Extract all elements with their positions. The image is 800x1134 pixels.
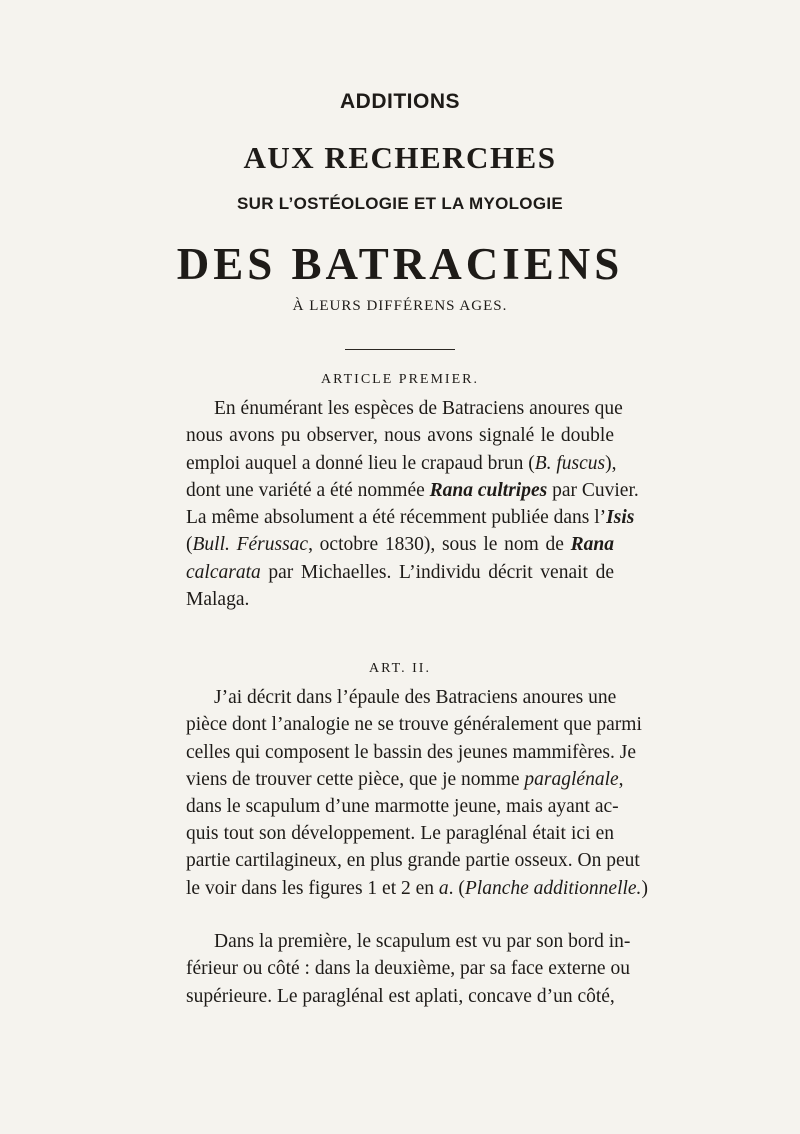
title-osteologie: SUR L’OSTÉOLOGIE ET LA MYOLOGIE: [236, 194, 564, 213]
article-2-heading: ART. II.: [369, 661, 431, 676]
title-batraciens: DES BATRACIENS: [176, 239, 624, 289]
text-line: viens de trouver cette pièce, que je nomme paraglénale,: [186, 768, 624, 790]
text-line: supérieure. Le paraglénal est aplati, concave d’un côté,: [186, 985, 615, 1007]
article-2-paragraph-cont: [186, 820, 648, 902]
journal-name: Bull. Férussac: [192, 534, 309, 556]
title-ages: À LEURS DIFFÉRENS AGES.: [292, 298, 508, 314]
figure-label: a: [438, 877, 449, 899]
text-line: celles qui composent le bassin des jeunes mammifères. Je: [186, 741, 637, 763]
text-line: dans le scapulum d’une marmotte jeune, mais ayant ac-: [186, 796, 619, 818]
title-additions: ADDITIONS: [340, 90, 460, 113]
plate-reference: Planche additionnelle.: [464, 877, 642, 899]
text-line: le voir dans les figures 1 et 2 en a. (Planche additionnelle.): [186, 877, 648, 899]
text-line: calcarata par Michaelles. L’individu décrit venait de: [186, 561, 614, 583]
text-line: Dans la première, le scapulum est vu par son bord in-: [214, 931, 631, 952]
journal-name: Isis: [606, 507, 635, 529]
text-line: dont une variété a été nommée Rana cultripes par Cuvier.: [186, 479, 639, 501]
title-aux-recherches: AUX RECHERCHES: [243, 140, 557, 175]
text-line: J’ai décrit dans l’épaule des Batraciens anoures une: [214, 687, 617, 708]
article-2-paragraph-2: [186, 928, 631, 1010]
species-name: Rana cultripes: [429, 479, 548, 501]
text-line: férieur ou côté : dans la deuxième, par sa face externe ou: [186, 958, 630, 980]
text-line: (Bull. Férussac, octobre 1830), sous le nom de Rana: [186, 534, 614, 556]
text-line: La même absolument a été récemment publiée dans l’Isis: [186, 507, 635, 529]
title-divider: [345, 349, 455, 350]
text-line: quis tout son développement. Le paraglénal était ici en: [186, 823, 614, 844]
article-1-paragraph: [186, 395, 639, 613]
article-2-paragraph: [186, 684, 642, 820]
species-name: calcarata: [186, 561, 261, 583]
text-line: En énumérant les espèces de Batraciens anoures que: [214, 398, 623, 419]
text-line: pièce dont l’analogie ne se trouve généralement que parmi: [186, 714, 642, 736]
text-line: emploi auquel a donné lieu le crapaud brun (B. fuscus),: [186, 452, 617, 474]
text-line: nous avons pu observer, nous avons signalé le double: [186, 425, 614, 447]
text-line: partie cartilagineux, en plus grande partie osseux. On peut: [186, 850, 640, 872]
species-name: Rana: [570, 534, 614, 556]
text-line: Malaga.: [186, 589, 250, 611]
article-1-heading: ARTICLE PREMIER.: [321, 372, 479, 387]
term-name: paraglénale: [524, 768, 619, 790]
species-name: B. fuscus: [534, 452, 606, 474]
